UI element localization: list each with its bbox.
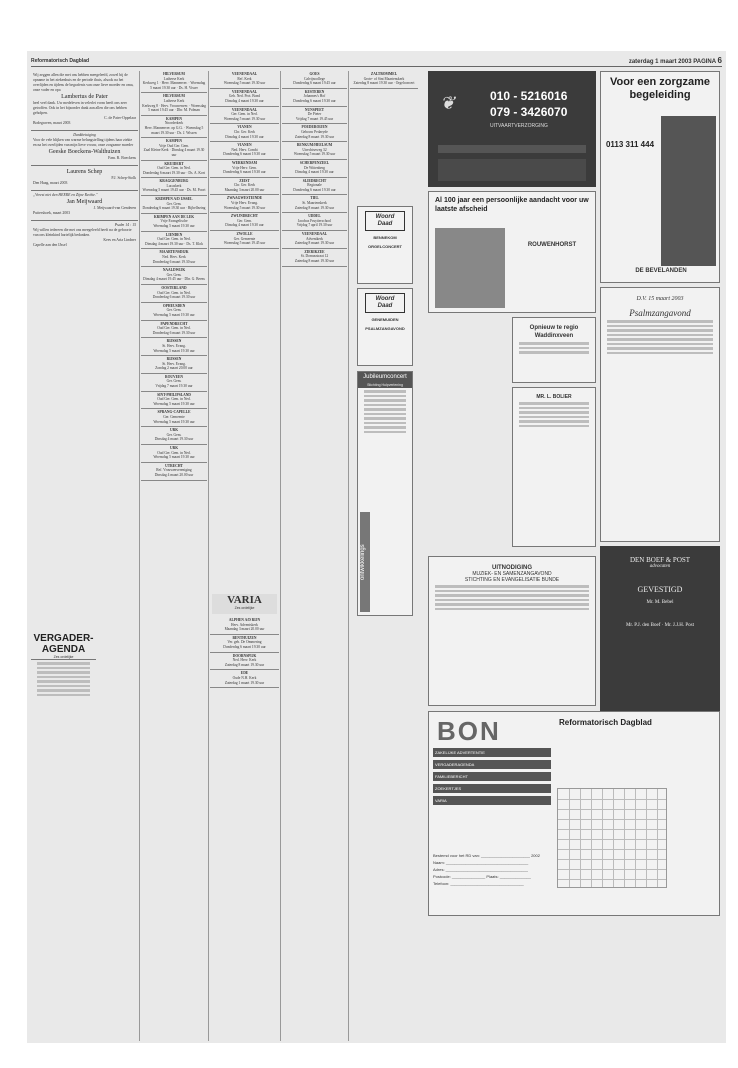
jubileum-concert-ad: Jubileumconcert Stichting Hulpverlening ontwikkelings (357, 371, 413, 616)
varia-column-4 (282, 71, 347, 1039)
uitnodiging-ad: UITNODIGING MUZIEK- EN SAMENZANGAVOND STICHTING EN EVANGELISATIE BUNDE (428, 556, 596, 706)
rouwenhorst-ad: Al 100 jaar een persoonlijke aandacht voor uw laatste afscheid ROUWENHORST (428, 191, 596, 313)
bon-category[interactable]: ZAKELIJKE ADVERTENTIE (433, 748, 551, 757)
agenda-entry: VEENENDAAL Ref. Kerk Woensdag 5 maart 19.30 uur (210, 71, 279, 89)
psalmzangavond-ad: D.V. 15 maart 2003 Psalmzangavond (600, 287, 720, 542)
agenda-entry: OPHEUSDEN Ger. Gem. Woensdag 5 maart 19.30 uur (141, 303, 207, 321)
agenda-column-2 (141, 71, 207, 1039)
agenda-entry: KRUIDERT Oud Ger. Gem. in Ned. Donderdag 6 maart 19.30 uur · Ds. A. Kort (141, 161, 207, 179)
agenda-entry: SCHERPENZEEL De Wittenberg Dinsdag 4 maart 19.30 uur (282, 160, 347, 178)
notice-1: Wij zeggen allen die met ons hebben meegeleefd, zowel bij de opname in het ziekenhuis en de periode thuis, alsook na het overlijden en tijdens de begrafenis van onze lieve moeder en oma, onze vader en opa Lambertus de Pater heel veel dank. Uw medeleven in velerlei vorm heeft ons zeer getroffen. Ook in het bijzonder dank aan allen die ons hebben geholpen. C. de Pater-Oppelaar Bodegraven, maart 2003 (31, 71, 138, 131)
bolier-ad: MR. L. BOLIER (512, 387, 596, 547)
agenda-entry: ZWAAGWESTEINDE Vrije Herv. Evang. Woensdag 5 maart 19.30 uur (210, 195, 279, 213)
agenda-entry: EDE Oude N.H. Kerk Zaterdag 1 maart 19.30 uur (210, 670, 279, 688)
agenda-entry: NUNSPEET De Pieter Vrijdag 7 maart 19.45 uur (282, 107, 347, 125)
agenda-entry: ZIERIKZEE St. Domusstraat 12 Zaterdag 8 maart 19.30 uur (282, 249, 347, 267)
notice-2: Dankbetuiging Voor de vele blijken van warme belangstelling tijdens haar ziekte en na het overlijden van mijn lieve vrouw, onze zorgzame moeder Geeske Boeckens-Walthuizen Fam. R. Boeckens (31, 131, 138, 166)
agenda-entry: LIENDEN Oud Ger. Gem. in Ned. Dinsdag 4 maart 19.30 uur · Ds. T. Klok (141, 232, 207, 250)
agenda-entry: SLIEDRECHT Regionale Donderdag 6 maart 19.30 uur (282, 178, 347, 196)
notice-3: Laurens Schep P.J. Schep-Stolk Den Haag, maart 2003 (31, 166, 138, 191)
agenda-entry: ALPHEN A/D RIJN Herv. Adventskerk Maandag 3 maart 20.00 uur (210, 617, 279, 635)
agenda-entry: SPRANG-CAPELLE Ger. Gemeente Woensdag 5 maart 19.30 uur (141, 409, 207, 427)
page-header (31, 55, 722, 67)
agenda-entry: VEENENDAAL Adventkerk Zaterdag 8 maart 19.30 uur (282, 231, 347, 249)
varia-header: VARIA Zes ordelijke (212, 594, 277, 614)
agenda-entry: RIJSSEN St. Herv. Evang. Woensdag 5 maart 19.30 uur (141, 338, 207, 356)
agenda-entry: ZWOLLE Ger. Gemeente Woensdag 5 maart 19.45 uur (210, 231, 279, 249)
agenda-entry: ROUVEEN Ger. Gem. Vrijdag 7 maart 19.30 uur (141, 374, 207, 392)
agenda-entry: DOORNSPIJK Ned. Herv. Kerk Zaterdag 8 maart 19.30 uur (210, 653, 279, 671)
notice-5: Psalm 14 : 15 Wij willen iedereen die met ons meegeleefd heeft na de geboorte van ons kleinkind hartelijk bedanken. Kees en Aria Lindner Capelle aan den IJssel (33, 223, 136, 247)
agenda-entry: KRIMPEN AAN DE LEK Vrije Evangelische Woensdag 5 maart 19.30 uur (141, 214, 207, 232)
woord-daad-ad-1: Woord Daad BENNEKOM ORGELCONCERT (357, 206, 413, 284)
waddinxveen-ad: Opnieuw te regio Waddinxveen (512, 317, 596, 383)
agenda-entry: PAPENDRECHT Oud Ger. Gem. in Ned. Donderdag 6 maart 19.30 uur (141, 321, 207, 339)
paper-name: Reformatorisch Dagblad (31, 58, 90, 64)
notice-4: „Vreest niet den HEERE en Zijne Rechte." Jan Meijwaard J. Meijwaard-van Genderen Puttershoek, maart 2003 (31, 191, 138, 221)
agenda-entry: ZEIST Chr. Ger. Kerk Maandag 3 maart 20.00 uur (210, 178, 279, 196)
agenda-entry: UDDEL Jacobus Fruytierschool Vrijdag 7 april 19.30 uur (282, 213, 347, 231)
woord-daad-ad-2: Woord Daad GENEMUIDEN PSALMZANGAVOND (357, 288, 413, 366)
agenda-entry: HILVERSUM Lutherse Kerk Kerkweg 8 · Herv. Vrouwenver. · Woensdag 5 maart 19.45 uur · Dhr. M. Polman (141, 93, 207, 115)
bon-category[interactable]: FAMILIEBERICHT (433, 772, 551, 781)
bon-category[interactable]: VERGADERAGENDA (433, 760, 551, 769)
agenda-entry: BENTHUIZEN Ver. geb. De Ommering Donderdag 6 maart 19.30 uur (210, 635, 279, 653)
agenda-entry: UTRECHT Ref. Vrouwenvereniging Dinsdag 4 maart 20.00 uur (141, 463, 207, 481)
bon-field[interactable]: Naam: _____________________________________ (433, 860, 529, 865)
bevelanden-ad: Voor een zorgzame begeleiding 0113 311 444 DE BEVELANDEN (600, 71, 720, 283)
varia-column-3 (210, 617, 279, 1037)
agenda-entry: URK Ger. Gem. Dinsdag 4 maart 19.30 uur (141, 427, 207, 445)
agenda-entry: HILVERSUM Lutherse Kerk Kerkweg 1 · Herv. Mannenver. · Woensdag 5 maart 19.30 uur · Ds. H. Visser (141, 71, 207, 93)
agenda-entry: GOES Calvijncollege Donderdag 6 maart 19.45 uur (282, 71, 347, 89)
agenda-entry: POEDEROIJEN Gebouw Pedaeyde Zaterdag 8 maart 19.30 uur (282, 124, 347, 142)
agenda-entry: RENKUM/HEELSUM Utrechtseweg 32 Woensdag 5 maart 19.30 uur (282, 142, 347, 160)
bon-field[interactable]: Bestemd voor het RD van: ______________________ 2002 (433, 853, 540, 858)
bon-category[interactable]: VARIA (433, 796, 551, 805)
agenda-entry: VIANEN Chr. Ger. Kerk Dinsdag 4 maart 19.30 uur (210, 124, 279, 142)
agenda-entry: WERKENDAM Vrije Herv. Gem. Donderdag 6 maart 19.30 uur (210, 160, 279, 178)
agenda-entry: OOSTERLAND Oud Ger. Gem. in Ned. Donderdag 6 maart 19.30 uur (141, 285, 207, 303)
agenda-entry: TIEL St. Maartenskerk Zaterdag 8 maart 19.30 uur (282, 195, 347, 213)
bon-categories (433, 748, 551, 808)
agenda-entry: RIJSSEN St. Herv. Evang. Zondag 2 maart 20.00 uur (141, 356, 207, 374)
family-notices-column (31, 71, 138, 626)
agenda-title: VERGADER-AGENDA (33, 633, 94, 655)
bon-field[interactable]: Adres: _____________________________________ (433, 867, 528, 872)
vergaderagenda-section: VERGADER-AGENDA Zes ordelijke (31, 633, 96, 698)
newspaper-page (27, 51, 726, 1043)
agenda-entry: KESTEREN Johannes's Hof Donderdag 6 maart 19.30 uur (282, 89, 347, 107)
bon-field[interactable]: Telefoon: _________________________________ (433, 881, 524, 886)
agenda-entry: KAMPEN Vrije Oud Ger. Gem. Zaal Kleine Kerk · Dinsdag 4 maart 19.30 uur (141, 138, 207, 160)
bon-category[interactable]: ZOEKERTJES (433, 784, 551, 793)
uitvaart-ad: ❦ 010 - 5216016 079 - 3426070 UITVAARTVERZORGING (428, 71, 596, 187)
agenda-entry: KAMPEN Noorderkerk Herv. Mannenver. op G.G. · Woensdag 5 maart 19.30 uur · Ds. J. Wissen (141, 116, 207, 138)
agenda-entry: VEENENDAAL Ger. Gem. in Ned. Woensdag 5 maart 19.30 uur (210, 107, 279, 125)
agenda-column-3 (210, 71, 279, 591)
den-boef-post-ad: DEN BOEF & POST advocaten GEVESTIGD Mr. M. Bebel Mr. P.J. den Boef · Mr. J.J.H. Post (600, 546, 720, 716)
bon-order-form: BON Reformatorisch Dagblad ZAKELIJKE ADVERTENTIE VERGADERAGENDA FAMILIEBERICHT ZOEKERTJES VARIA Bestemd voor het RD van: ______________________ 2002 Naam: _____________________________________ Adres: _____________________________________ Postcode: _______________ Plaats: ______________ Telefoon: _________________________________ (428, 711, 720, 916)
agenda-entry: ZWIJNDRECHT Ger. Gem. Dinsdag 4 maart 19.30 uur (210, 213, 279, 231)
agenda-entry: VEENENDAAL Geb. Ned. Prot. Bond Dinsdag 4 maart 19.30 uur (210, 89, 279, 107)
agenda-entry: URK Oud Ger. Gem. in Ned. Woensdag 5 maart 19.30 uur (141, 445, 207, 463)
bon-field[interactable]: Postcode: _______________ Plaats: ______________ (433, 874, 531, 879)
agenda-entry: NAALDWIJK Ger. Gem. Dinsdag 4 maart 19.45 uur · Dhr. G. Beens (141, 267, 207, 285)
agenda-entry: KRAGGENBURG Lucaskerk Woensdag 5 maart 19.45 uur · Ds. M. Poort (141, 178, 207, 196)
page-date: zaterdag 1 maart 2003 PAGINA 6 (628, 56, 722, 65)
agenda-entry: VIANEN Ned. Herv. Combi Donderdag 6 maart 19.30 uur (210, 142, 279, 160)
agenda-entry: KRIMPEN A/D IJSSEL Ger. Gem. Donderdag 6 maart 19.30 uur · Bijbellezing (141, 196, 207, 214)
agenda-entry: SINT-PHILIPSLAND Oud Ger. Gem. in Ned. Woensdag 5 maart 19.30 uur (141, 392, 207, 410)
agenda-entry: MAARTENSDIJK Ned. Herv. Kerk Donderdag 6 maart 19.30 uur (141, 249, 207, 267)
column-5: ZALTBOMMEL Grote- of Sint Maartenskerk Zaterdag 8 maart 19.30 uur · Orgelconcert (350, 71, 418, 1039)
bon-fields[interactable] (433, 852, 713, 887)
